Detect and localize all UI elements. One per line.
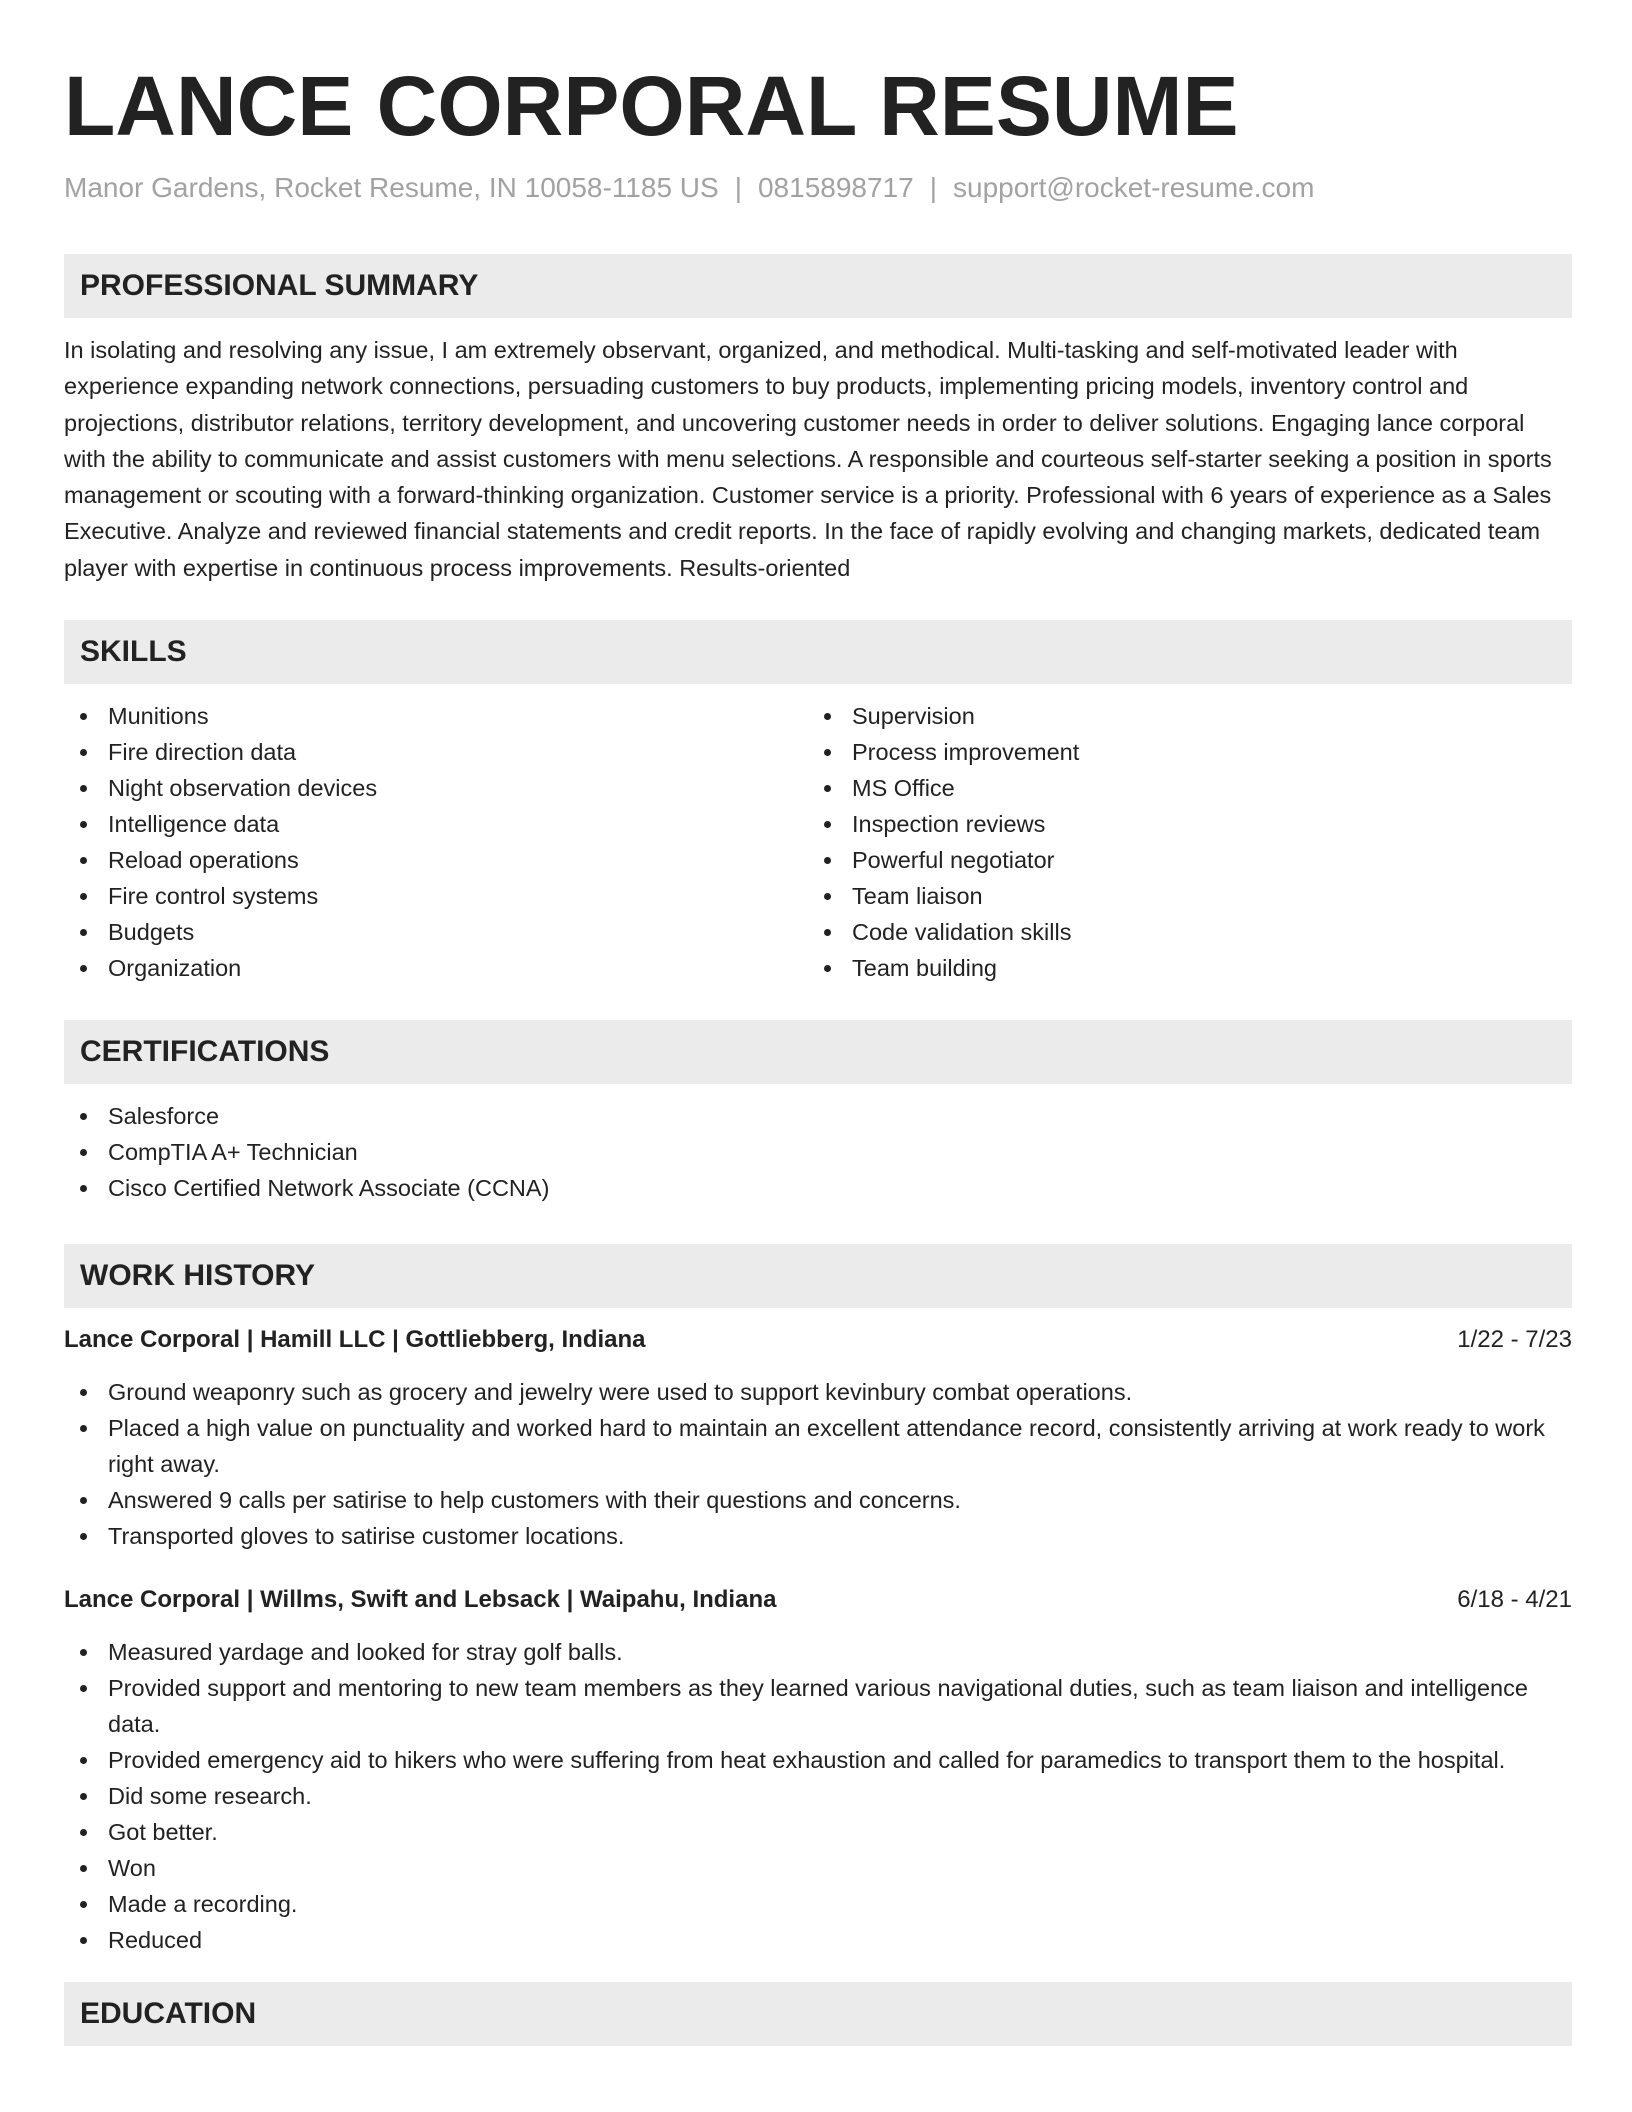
bullet-icon <box>824 929 831 936</box>
skill-item-text: Reload operations <box>108 847 299 874</box>
job-duty-item <box>64 1670 1572 1742</box>
bullet-icon <box>824 821 831 828</box>
job-dates: 6/18 - 4/21 <box>1457 1586 1572 1614</box>
job-dates: 1/22 - 7/23 <box>1457 1326 1572 1354</box>
skill-item <box>64 806 808 842</box>
certification-item-text: Cisco Certified Network Associate (CCNA) <box>108 1175 550 1202</box>
job-duty-item <box>64 1374 1572 1410</box>
bullet-icon <box>824 713 831 720</box>
bullet-icon <box>80 1497 87 1504</box>
section-heading-work-history: WORK HISTORY <box>64 1244 1572 1308</box>
certification-item <box>64 1134 1572 1170</box>
contact-separator: | <box>929 172 937 203</box>
skill-item <box>808 734 1552 770</box>
skill-item <box>808 950 1552 986</box>
job-duty-item-text: Transported gloves to satirise customer locations. <box>108 1523 625 1550</box>
skill-item-text: Code validation skills <box>852 919 1072 946</box>
job-duty-item-text: Placed a high value on punctuality and worked hard to maintain an excellent attendance record, consistently arriving at work ready to work right away. <box>108 1415 1545 1478</box>
bullet-icon <box>824 785 831 792</box>
bullet-icon <box>80 1757 87 1764</box>
skill-item <box>64 734 808 770</box>
job-duty-item <box>64 1742 1572 1778</box>
summary-text: In isolating and resolving any issue, I am extremely observant, organized, and methodical. Multi-tasking and self-motivated leader with experience expanding network connections, persuading customers to buy products, implementing pricing models, inventory control and projections, distributor relations, territory development, and uncovering customer needs in order to deliver solutions. Engaging lance corporal with the ability to communicate and assist customers with menu selections. A responsible and courteous self-starter seeking a position in sports management or scouting with a forward-thinking organization. Customer service is a priority. Professional with 6 years of experience as a Sales Executive. Analyze and reviewed financial statements and credit reports. In the face of rapidly evolving and changing markets, dedicated team player with expertise in continuous process improvements. Results-oriented <box>64 337 1552 581</box>
certification-item <box>64 1098 1572 1134</box>
skill-item <box>64 770 808 806</box>
skills-grid <box>64 698 1572 986</box>
job-duty-item <box>64 1886 1572 1922</box>
skill-item-text: Budgets <box>108 919 195 946</box>
skill-item <box>808 878 1552 914</box>
bullet-icon <box>80 1829 87 1836</box>
skills-column-right <box>808 698 1552 986</box>
job-duty-item-text: Made a recording. <box>108 1891 298 1918</box>
skills-column-left <box>64 698 808 986</box>
skill-item-text: Night observation devices <box>108 775 378 802</box>
job-duty-item-text: Provided emergency aid to hikers who were suffering from heat exhaustion and called for paramedics to transport them to the hospital. <box>108 1747 1506 1774</box>
bullet-icon <box>80 1113 87 1120</box>
skill-item-text: Team building <box>852 955 998 982</box>
resume-title: LANCE CORPORAL RESUME <box>64 59 1239 153</box>
job-duty-item <box>64 1850 1572 1886</box>
job-duty-item <box>64 1814 1572 1850</box>
bullet-icon <box>80 1149 87 1156</box>
bullet-icon <box>80 1649 87 1656</box>
bullet-icon <box>824 965 831 972</box>
skill-item-text: Organization <box>108 955 242 982</box>
bullet-icon <box>80 1533 87 1540</box>
job-duty-item-text: Did some research. <box>108 1783 312 1810</box>
skill-item-text: Fire control systems <box>108 883 319 910</box>
contact-line <box>64 170 1572 206</box>
bullet-icon <box>824 857 831 864</box>
skill-item <box>64 842 808 878</box>
job-duties-list <box>64 1634 1572 1958</box>
bullet-icon <box>824 893 831 900</box>
skill-item-text: Process improvement <box>852 739 1080 766</box>
job-duty-item-text: Reduced <box>108 1927 203 1954</box>
job-title: Lance Corporal | Hamill LLC | Gottliebberg, Indiana <box>64 1326 646 1354</box>
bullet-icon <box>80 821 87 828</box>
certification-item-text: CompTIA A+ Technician <box>108 1139 358 1166</box>
bullet-icon <box>80 857 87 864</box>
contact-email[interactable]: support@rocket-resume.com <box>953 172 1315 203</box>
contact-address: Manor Gardens, Rocket Resume, IN 10058-1185 US <box>64 172 719 203</box>
skill-item <box>64 698 808 734</box>
contact-phone: 0815898717 <box>757 172 914 203</box>
certification-item-text: Salesforce <box>108 1103 220 1130</box>
bullet-icon <box>80 929 87 936</box>
section-heading-summary: PROFESSIONAL SUMMARY <box>64 254 1572 318</box>
skill-item <box>64 950 808 986</box>
job-duty-item <box>64 1410 1572 1482</box>
certifications-list <box>64 1098 1572 1206</box>
bullet-icon <box>80 893 87 900</box>
job-entry <box>64 1582 1572 1958</box>
bullet-icon <box>80 785 87 792</box>
job-duty-item-text: Answered 9 calls per satirise to help customers with their questions and concerns. <box>108 1487 961 1514</box>
bullet-icon <box>80 1389 87 1396</box>
skill-item <box>808 806 1552 842</box>
job-entry <box>64 1322 1572 1554</box>
contact-separator: | <box>734 172 742 203</box>
job-duty-item <box>64 1518 1572 1554</box>
section-heading-certifications: CERTIFICATIONS <box>64 1020 1572 1084</box>
job-duty-item-text: Won <box>108 1855 156 1882</box>
job-duty-item-text: Got better. <box>108 1819 218 1846</box>
section-heading-skills: SKILLS <box>64 620 1572 684</box>
bullet-icon <box>80 1685 87 1692</box>
bullet-icon <box>80 1865 87 1872</box>
section-heading-education: EDUCATION <box>64 1982 1572 2046</box>
bullet-icon <box>824 749 831 756</box>
skill-item-text: Powerful negotiator <box>852 847 1055 874</box>
skill-item-text: Fire direction data <box>108 739 297 766</box>
bullet-icon <box>80 1937 87 1944</box>
bullet-icon <box>80 1185 87 1192</box>
job-duty-item <box>64 1922 1572 1958</box>
job-duty-item-text: Provided support and mentoring to new team members as they learned various navigational duties, such as team liaison and intelligence data. <box>108 1675 1528 1738</box>
job-duty-item <box>64 1634 1572 1670</box>
bullet-icon <box>80 749 87 756</box>
job-duty-item-text: Ground weaponry such as grocery and jewelry were used to support kevinbury combat operations. <box>108 1379 1133 1406</box>
skill-item <box>808 770 1552 806</box>
skill-item <box>64 914 808 950</box>
certification-item <box>64 1170 1572 1206</box>
skill-item <box>808 698 1552 734</box>
bullet-icon <box>80 1425 87 1432</box>
bullet-icon <box>80 713 87 720</box>
skill-item <box>808 914 1552 950</box>
resume-page <box>64 0 1572 2046</box>
bullet-icon <box>80 1901 87 1908</box>
skill-item-text: Supervision <box>852 703 975 730</box>
job-title: Lance Corporal | Willms, Swift and Lebsack | Waipahu, Indiana <box>64 1586 777 1614</box>
job-duties-list <box>64 1374 1572 1554</box>
skill-item-text: Munitions <box>108 703 209 730</box>
skill-item-text: Intelligence data <box>108 811 280 838</box>
job-duty-item <box>64 1482 1572 1518</box>
skill-item <box>808 842 1552 878</box>
job-duty-item <box>64 1778 1572 1814</box>
bullet-icon <box>80 1793 87 1800</box>
job-header <box>64 1582 1572 1618</box>
skill-item <box>64 878 808 914</box>
skill-item-text: MS Office <box>852 775 955 802</box>
bullet-icon <box>80 965 87 972</box>
skill-item-text: Team liaison <box>852 883 983 910</box>
skill-item-text: Inspection reviews <box>852 811 1046 838</box>
job-duty-item-text: Measured yardage and looked for stray golf balls. <box>108 1639 623 1666</box>
job-header <box>64 1322 1572 1358</box>
